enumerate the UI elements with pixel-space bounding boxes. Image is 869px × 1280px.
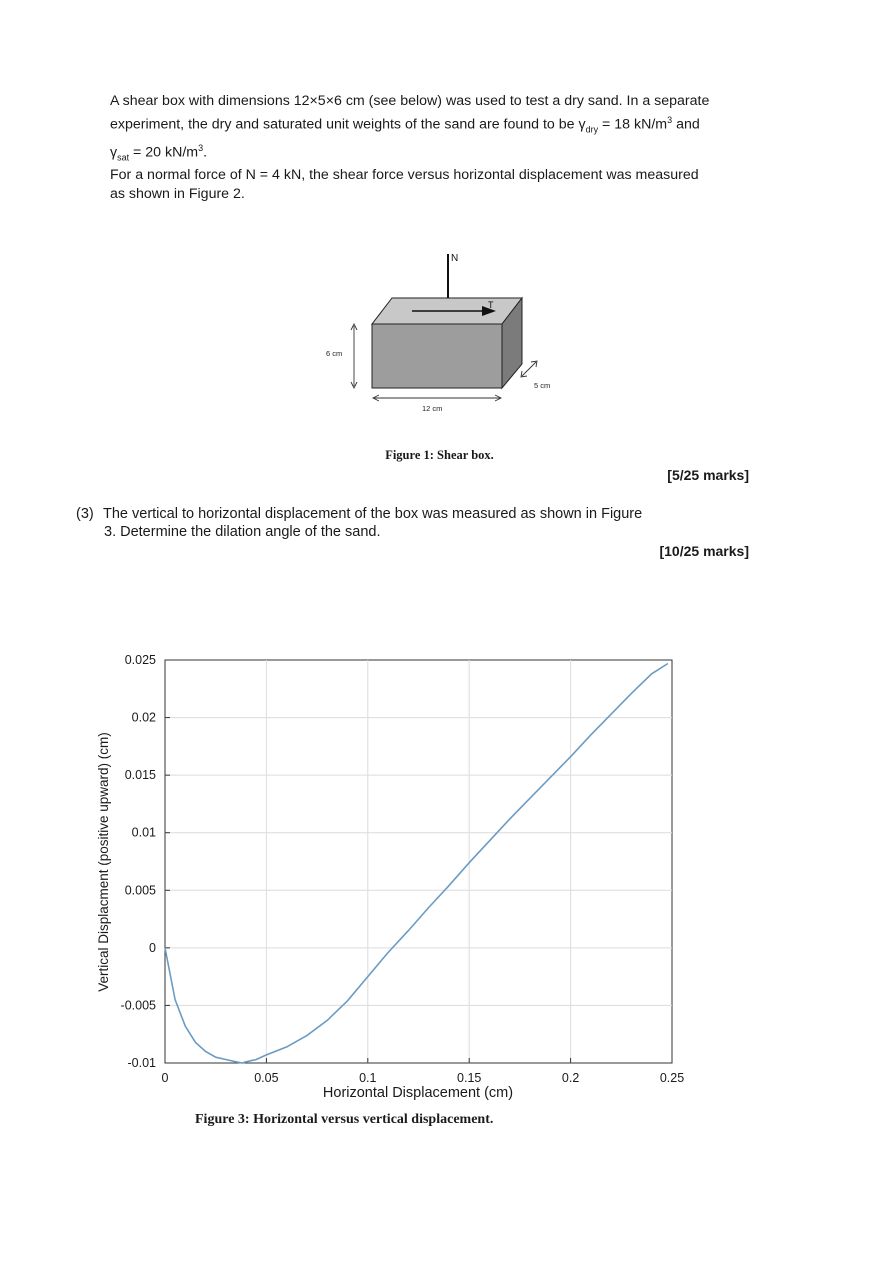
y-tick-label: 0.005	[124, 883, 156, 898]
figure-1-caption	[0, 448, 869, 463]
figure-1-caption-text: Figure 1: Shear box.	[385, 448, 494, 462]
shear-box-figure	[300, 240, 580, 420]
figure-3-caption: Figure 3: Horizontal versus vertical displacement.	[195, 1112, 494, 1127]
length-label: 12 cm	[422, 404, 443, 413]
x-axis-label: Horizontal Displacement (cm)	[322, 1085, 514, 1101]
intro-line-2	[110, 111, 780, 139]
x-tick-label: 0.2	[561, 1071, 580, 1085]
x-tick-label: 0.15	[457, 1071, 482, 1085]
label-n: N	[451, 253, 459, 264]
gamma-dry-tail: and	[672, 116, 700, 133]
height-label: 6 cm	[326, 349, 343, 358]
gamma-sat-subscript: sat	[117, 152, 130, 163]
marks-part-2: [5/25 marks]	[667, 467, 749, 483]
problem-intro	[110, 92, 780, 167]
gamma-sat-value: = 20 kN/m	[129, 144, 199, 161]
intro-line-3	[110, 139, 780, 167]
x-tick-label: 0.1	[359, 1071, 377, 1085]
problem-normal-force	[110, 166, 780, 203]
plot-area	[165, 660, 672, 1063]
y-axis-label: Vertical Displacment (positive upward) (cm)	[96, 732, 111, 992]
intro-line-2-text: experiment, the dry and saturated unit weights of the sand are found to be γ	[110, 116, 586, 133]
width-label: 5 cm	[534, 381, 551, 390]
y-tick-label: 0.025	[124, 653, 156, 667]
gamma-dry-subscript: dry	[585, 124, 599, 135]
question-3-text-1: The vertical to horizontal displacement of the box was measured as shown in Figure	[103, 506, 643, 522]
label-t: T	[488, 300, 494, 310]
intro-period: .	[203, 144, 208, 161]
question-3-line-2: 3. Determine the dilation angle of the sand.	[104, 524, 381, 540]
question-3	[76, 505, 776, 541]
unit-superscript: 3	[198, 142, 204, 153]
x-tick-label: 0.25	[659, 1071, 685, 1085]
y-tick-label: -0.005	[120, 998, 156, 1013]
box-front-face	[372, 324, 502, 388]
normal-force-line-1: For a normal force of N = 4 kN, the shear force versus horizontal displacement was measured	[110, 167, 699, 183]
x-tick-label: 0.05	[254, 1071, 279, 1085]
normal-force-line-2: as shown in Figure 2.	[110, 185, 245, 202]
y-tick-label: 0.01	[131, 825, 156, 840]
y-tick-label: 0	[149, 940, 156, 955]
unit-superscript: 3	[667, 114, 673, 125]
marks-part-3: [10/25 marks]	[659, 543, 749, 559]
displacement-chart	[0, 640, 869, 1110]
y-tick-label: 0.02	[131, 710, 156, 725]
y-tick-label: 0.015	[124, 768, 156, 783]
y-tick-label: -0.01	[127, 1056, 156, 1070]
intro-line-1: A shear box with dimensions 12×5×6 cm (see below) was used to test a dry sand. In a separate	[110, 93, 710, 109]
x-tick-label: 0	[161, 1071, 169, 1085]
gamma-sat-symbol: γ	[110, 144, 118, 161]
question-3-number: (3)	[76, 506, 94, 522]
width-dimension-line	[522, 362, 536, 376]
gamma-dry-value: = 18 kN/m	[598, 116, 668, 133]
question-3-line-1	[76, 505, 776, 523]
